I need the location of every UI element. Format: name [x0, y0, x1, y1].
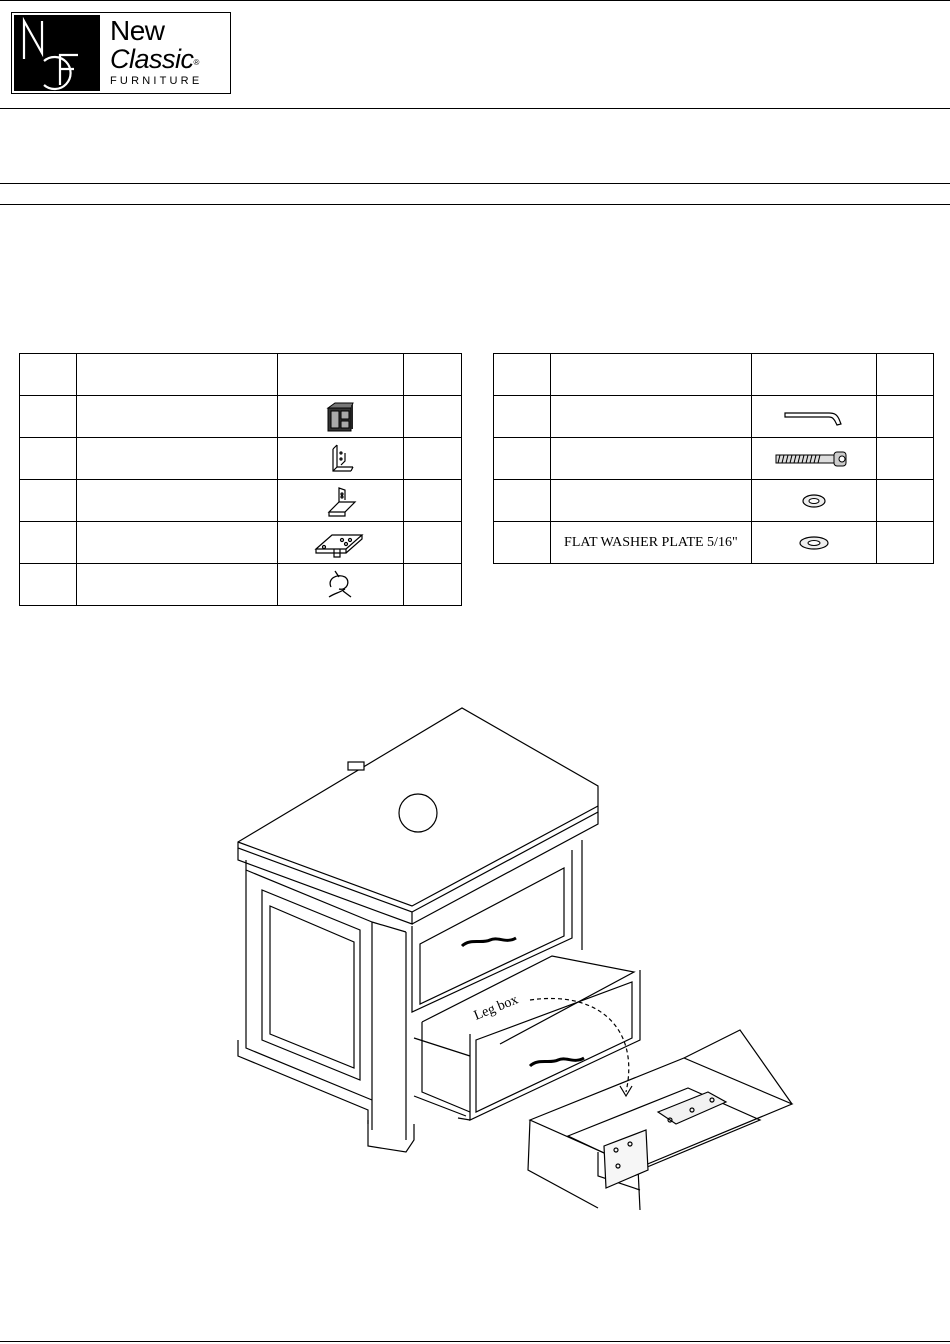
table-row — [494, 438, 934, 480]
leg-box-label: Leg box — [471, 992, 521, 1024]
header-cell-qty — [403, 354, 461, 396]
parts-table-left — [19, 353, 462, 606]
corner-bracket-icon — [277, 480, 403, 522]
top-rule — [0, 0, 950, 1]
table-header-row — [20, 354, 462, 396]
bolt-icon — [751, 438, 876, 480]
part-number — [494, 480, 551, 522]
part-description — [77, 480, 277, 522]
part-qty — [403, 396, 461, 438]
part-qty — [876, 438, 933, 480]
registered-mark: ® — [193, 58, 199, 67]
nightstand-drawing — [238, 708, 792, 1210]
title-rule-bottom — [0, 204, 950, 205]
brand-logo — [11, 12, 231, 94]
nightstand-leg-box-illustration — [200, 700, 800, 1220]
mounting-plate-icon — [277, 522, 403, 564]
part-number — [494, 522, 551, 564]
part-number — [20, 522, 77, 564]
part-number — [20, 438, 77, 480]
title-rule-top — [0, 183, 950, 184]
logo-monogram-icon — [14, 15, 100, 91]
part-number — [20, 396, 77, 438]
part-qty — [403, 564, 461, 606]
table-row — [494, 396, 934, 438]
header-cell-no — [20, 354, 77, 396]
header-cell-no — [494, 354, 551, 396]
part-description — [77, 438, 277, 480]
leg-bracket-icon — [277, 438, 403, 480]
table-row — [20, 480, 462, 522]
part-description — [77, 522, 277, 564]
table-row — [20, 522, 462, 564]
table-row — [494, 522, 934, 564]
part-qty — [403, 480, 461, 522]
part-qty — [403, 438, 461, 480]
allen-wrench-icon — [751, 396, 876, 438]
part-number — [494, 396, 551, 438]
flat-washer-icon — [751, 522, 876, 564]
header-rule — [0, 108, 950, 109]
part-description — [551, 480, 751, 522]
drawer-handle-upper — [462, 938, 516, 946]
part-qty — [876, 480, 933, 522]
header-cell-description — [551, 354, 751, 396]
table-row — [20, 396, 462, 438]
header-cell-picture — [277, 354, 403, 396]
part-qty — [403, 522, 461, 564]
logo-word-new: New — [110, 15, 165, 46]
cable-icon — [277, 564, 403, 606]
parts-table-right — [493, 353, 934, 564]
table-header-row — [494, 354, 934, 396]
part-description — [77, 564, 277, 606]
logo-wordmark — [110, 16, 202, 88]
part-number — [20, 564, 77, 606]
table-row — [20, 438, 462, 480]
nightstand-icon — [277, 396, 403, 438]
header-cell-description — [77, 354, 277, 396]
header-cell-picture — [751, 354, 876, 396]
part-number — [494, 438, 551, 480]
logo-word-classic-text: Classic — [110, 44, 194, 74]
part-description: FLAT WASHER PLATE 5/16" — [551, 522, 751, 564]
part-qty — [876, 396, 933, 438]
part-qty — [876, 522, 933, 564]
lock-washer-icon — [751, 480, 876, 522]
bottom-rule — [0, 1341, 950, 1342]
part-number — [20, 480, 77, 522]
logo-word-furniture: FURNITURE — [110, 75, 203, 87]
part-description — [551, 438, 751, 480]
header-cell-qty — [876, 354, 933, 396]
table-row — [494, 480, 934, 522]
logo-word-classic — [110, 46, 202, 72]
table-row — [20, 564, 462, 606]
part-description — [551, 396, 751, 438]
part-description — [77, 396, 277, 438]
